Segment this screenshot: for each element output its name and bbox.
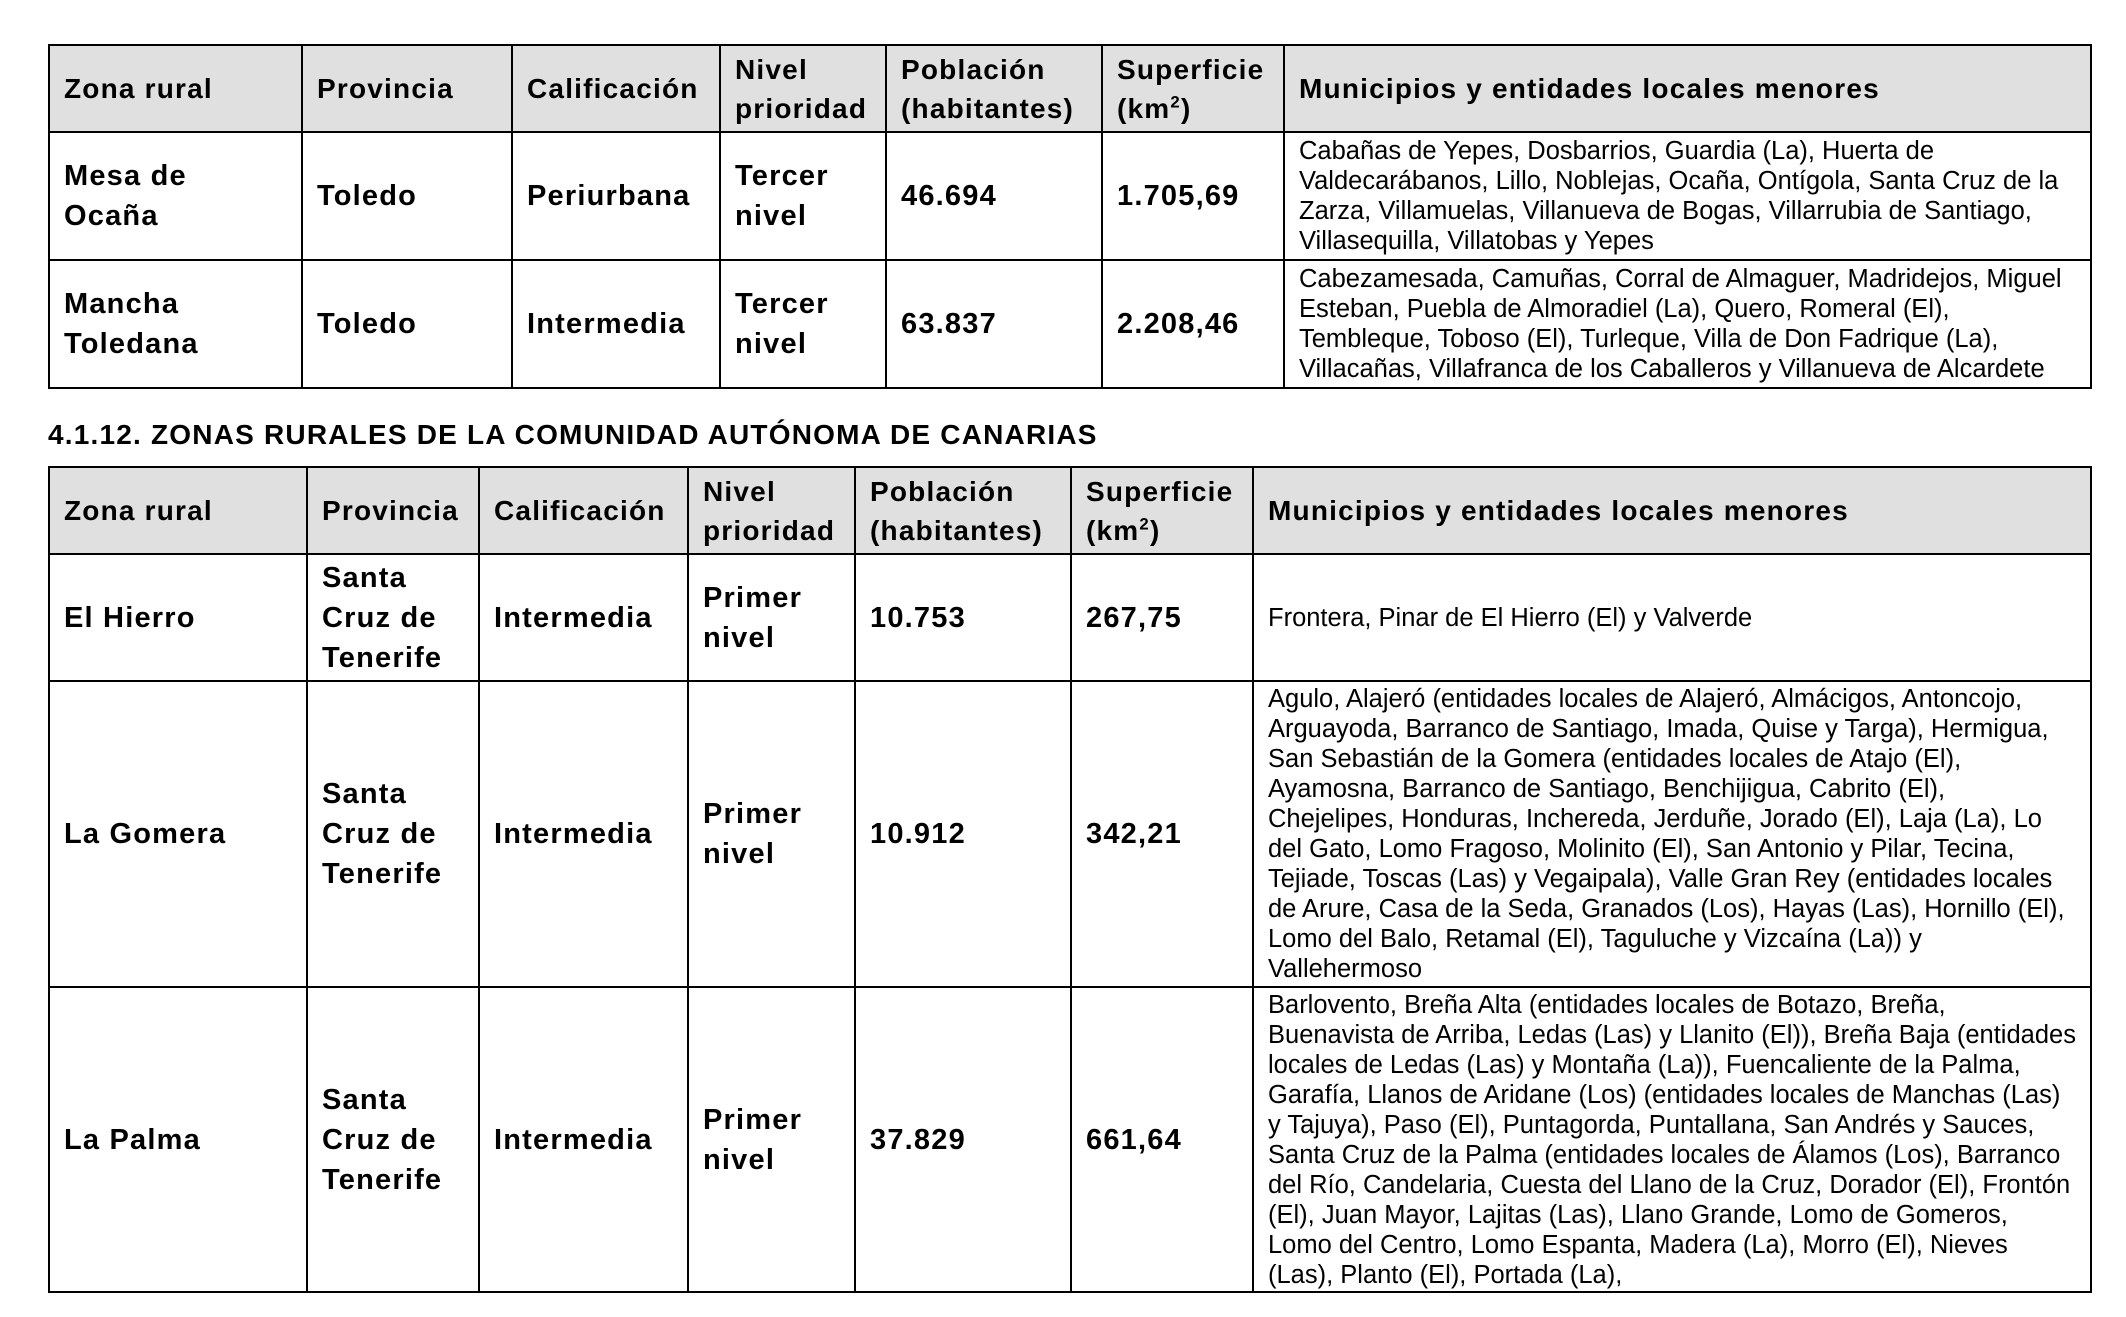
cell-calificacion: Periurbana [512,132,720,260]
cell-zona-rural: La Gomera [49,681,307,987]
cell-nivel-prioridad [688,987,855,1292]
header-nivel-prioridad [688,467,855,554]
header-text: ) [1180,92,1192,124]
header-superscript: 2 [1139,514,1150,534]
cell-nivel-prioridad [688,681,855,987]
cell-zona-rural [49,260,302,388]
cell-zona-rural: La Palma [49,987,307,1292]
header-text: (habitantes) [901,92,1075,124]
cell-text: nivel [703,1143,776,1176]
table-row [49,554,2091,681]
cell-provincia: Toledo [302,260,512,388]
header-text: Nivel [735,53,808,85]
cell-municipios: Frontera, Pinar de El Hierro (El) y Valverde [1253,554,2091,681]
section-heading: 4.1.12. ZONAS RURALES DE LA COMUNIDAD AUTÓNOMA DE CANARIAS [48,419,1098,450]
cell-text: Santa [322,778,407,810]
table-row [49,132,2091,260]
cell-text: Tenerife [322,1163,443,1196]
header-provincia: Provincia [307,467,479,554]
header-superficie [1071,467,1253,554]
cell-calificacion: Intermedia [512,260,720,388]
cell-calificacion: Intermedia [479,681,688,987]
cell-text: Tenerife [322,858,443,890]
cell-provincia [307,987,479,1292]
table-row [49,681,2091,987]
cell-provincia [307,554,479,681]
cell-provincia: Toledo [302,132,512,260]
header-nivel-prioridad [720,45,886,132]
cell-nivel-prioridad [688,554,855,681]
table-header-row [49,467,2091,554]
cell-calificacion: Intermedia [479,987,688,1292]
header-calificacion: Calificación [512,45,720,132]
cell-text: Cruz de [322,1123,437,1156]
rural-zones-table-canarias [48,466,2092,1293]
header-text: Nivel [703,475,776,507]
header-municipios: Municipios y entidades locales menores [1284,45,2091,132]
cell-text: nivel [735,328,808,360]
table-row [49,260,2091,388]
header-superscript: 2 [1170,92,1181,112]
header-text: prioridad [703,514,836,546]
rural-zones-table-toledo [48,44,2092,389]
cell-superficie: 267,75 [1071,554,1253,681]
cell-provincia [307,681,479,987]
cell-zona-rural [49,132,302,260]
cell-text: Cruz de [322,818,437,850]
table-row [49,987,2091,1292]
cell-poblacion: 37.829 [855,987,1071,1292]
header-text: prioridad [735,92,868,124]
header-text: Superficie [1117,53,1265,85]
cell-poblacion: 46.694 [886,132,1102,260]
cell-text: Cruz de [322,601,437,634]
cell-superficie: 2.208,46 [1102,260,1284,388]
header-poblacion [855,467,1071,554]
header-text: (km [1086,514,1140,546]
header-text: Población [901,53,1046,85]
header-superficie [1102,45,1284,132]
header-text: Población [870,475,1015,507]
cell-nivel-prioridad [720,260,886,388]
header-calificacion: Calificación [479,467,688,554]
cell-poblacion: 10.753 [855,554,1071,681]
cell-text: Santa [322,561,407,594]
cell-poblacion: 63.837 [886,260,1102,388]
cell-text: Primer [703,581,803,614]
cell-text: Tercer [735,288,829,320]
cell-zona-rural: El Hierro [49,554,307,681]
cell-municipios: Barlovento, Breña Alta (entidades locales de Botazo, Breña, Buenavista de Arriba, Ledas (Las) y Llanito (El)), Breña Baja (entidades locales de Ledas (Las) y Montaña (La)), Fuencaliente de la Palma, Garafía, Llanos de Aridane (Los) (entidades locales de Manchas (Las) y Tajuya), Paso (El), Puntagorda, Puntallana, San Andrés y Sauces, Santa Cruz de la Palma (entidades locales de Álamos (Los), Barranco del Río, Candelaria, Cuesta del Llano de la Cruz, Dorador (El), Frontón (El), Juan Mayor, Lajitas (Las), Llano Grande, Lomo de Gomeros, Lomo del Centro, Lomo Espanta, Madera (La), Morro (El), Nieves (Las), Planto (El), Portada (La), [1253,987,2091,1292]
cell-text: nivel [735,200,808,232]
table-header-row [49,45,2091,132]
header-poblacion [886,45,1102,132]
cell-text: Toledana [64,328,199,360]
cell-text: Mancha [64,288,180,320]
cell-calificacion: Intermedia [479,554,688,681]
cell-poblacion: 10.912 [855,681,1071,987]
header-text: Superficie [1086,475,1234,507]
cell-text: Santa [322,1083,407,1116]
cell-text: Tenerife [322,641,443,674]
header-text: (km [1117,92,1171,124]
header-municipios: Municipios y entidades locales menores [1253,467,2091,554]
cell-municipios: Cabañas de Yepes, Dosbarrios, Guardia (La), Huerta de Valdecarábanos, Lillo, Noblejas, Ocaña, Ontígola, Santa Cruz de la Zarza, Villamuelas, Villanueva de Bogas, Villarrubia de Santiago, Villasequilla, Villatobas y Yepes [1284,132,2091,260]
cell-superficie: 661,64 [1071,987,1253,1292]
header-zona-rural: Zona rural [49,467,307,554]
cell-text: Primer [703,798,803,830]
cell-text: Tercer [735,160,829,192]
cell-superficie: 1.705,69 [1102,132,1284,260]
cell-superficie: 342,21 [1071,681,1253,987]
cell-text: Primer [703,1103,803,1136]
cell-nivel-prioridad [720,132,886,260]
header-zona-rural: Zona rural [49,45,302,132]
cell-text: nivel [703,838,776,870]
cell-text: Ocaña [64,200,159,232]
header-text: ) [1149,514,1161,546]
cell-text: nivel [703,621,776,654]
header-provincia: Provincia [302,45,512,132]
cell-municipios: Agulo, Alajeró (entidades locales de Alajeró, Almácigos, Antoncojo, Arguayoda, Barranco de Santiago, Imada, Quise y Targa), Hermigua, San Sebastián de la Gomera (entidades locales de Atajo (El), Ayamosna, Barranco de Santiago, Benchijigua, Cabrito (El), Chejelipes, Honduras, Inchereda, Jerduñe, Jorado (El), Laja (La), Lo del Gato, Lomo Fragoso, Molinito (El), San Antonio y Pilar, Tecina, Tejiade, Toscas (Las) y Vegaipala), Valle Gran Rey (entidades locales de Arure, Casa de la Seda, Granados (Los), Hayas (Las), Hornillo (El), Lomo del Balo, Retamal (El), Taguluche y Vizcaína (La)) y Vallehermoso [1253,681,2091,987]
cell-text: Mesa de [64,160,187,192]
cell-municipios: Cabezamesada, Camuñas, Corral de Almaguer, Madridejos, Miguel Esteban, Puebla de Almoradiel (La), Quero, Romeral (El), Tembleque, Toboso (El), Turleque, Villa de Don Fadrique (La), Villacañas, Villafranca de los Caballeros y Villanueva de Alcardete [1284,260,2091,388]
header-text: (habitantes) [870,514,1044,546]
